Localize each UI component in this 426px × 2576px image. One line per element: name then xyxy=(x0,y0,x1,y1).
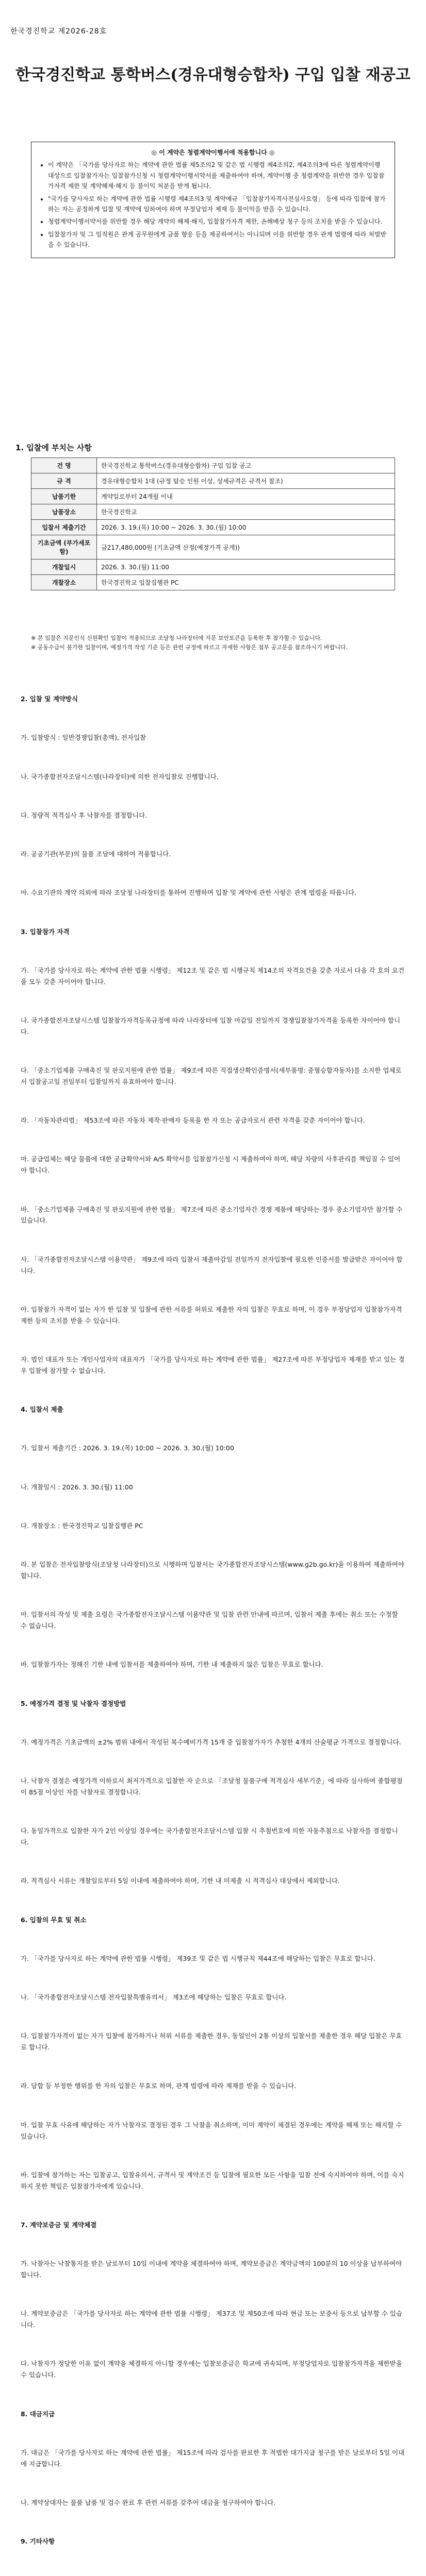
body-paragraph: 나. 계약보증금은 「국가를 당사자로 하는 계약에 관한 법률 시행령」 제37조 및 제50조에 따라 현금 또는 보증서 등으로 납부할 수 있습니다. xyxy=(21,2310,403,2329)
bid-info-table xyxy=(31,457,395,590)
body-paragraph: 나. 계약상대자는 물품 납품 및 검수 완료 후 관련 서류를 갖추어 대금을 청구하여야 합니다. xyxy=(21,2498,276,2506)
section-heading: 8. 대금지급 xyxy=(21,2410,55,2418)
body-paragraph: 가. 대금은 「국가를 당사자로 하는 계약에 관한 법률」 제15조에 따라 검사를 완료한 후 적법한 대가지급 청구를 받은 날로부터 5일 이내에 지급합니다. xyxy=(21,2448,405,2468)
body-paragraph: 라. 본 입찰은 전자입찰방식(조달청 나라장터)으로 시행하며 입찰서는 국가종합전자조달시스템(www.g2b.go.kr)을 이용하여 제출하여야 합니다. xyxy=(21,1561,404,1580)
section-heading: 9. 기타사항 xyxy=(21,2537,55,2546)
body-paragraph: 가. 「국가를 당사자로 하는 계약에 관한 법률 시행령」 제39조 및 같은 법 시행규칙 제44조에 해당하는 입찰은 무효로 합니다. xyxy=(21,1954,375,1962)
info-row xyxy=(31,535,395,560)
notice-title: ◎ 이 계약은 청렴계약이행서에 적용합니다 ◎ xyxy=(151,149,275,156)
info-key: 입찰서 제출기간 xyxy=(31,520,97,535)
body-paragraph: 라. 적격심사 서류는 개찰일로부터 5일 이내에 제출하여야 하며, 기한 내 미제출 시 적격심사 대상에서 제외합니다. xyxy=(21,1877,340,1885)
info-value: 2026. 3. 30.(월) 11:00 xyxy=(97,560,395,575)
body-paragraph: 가. 낙찰자는 낙찰통지를 받은 날로부터 10일 이내에 계약을 체결하여야 하며, 계약보증금은 계약금액의 100분의 10 이상을 납부하여야 합니다. xyxy=(21,2260,402,2279)
body-paragraph: 가. 입찰방식 : 일반경쟁입찰(총액), 전자입찰 xyxy=(21,734,146,742)
info-value: 2026. 3. 19.(목) 10:00 ~ 2026. 3. 30.(월) 10:00 xyxy=(97,520,395,535)
body-paragraph: 마. 입찰 무효 사유에 해당하는 자가 낙찰자로 결정된 경우 그 낙찰을 취소하며, 이미 계약이 체결된 경우에는 계약을 해제 또는 해지할 수 있습니다. xyxy=(21,2121,402,2140)
body-paragraph: 마. 공급업체는 해당 물품에 대한 공급확약서와 A/S 확약서를 입찰참가신청 시 제출하여야 하며, 해당 차량의 사후관리를 책임질 수 있어야 합니다. xyxy=(21,1155,401,1175)
info-row xyxy=(31,458,395,473)
body-paragraph: 다. 입찰참가자격이 없는 자가 입찰에 참가하거나 허위 서류를 제출한 경우, 동일인이 2통 이상의 입찰서를 제출한 경우 해당 입찰은 무효로 합니다. xyxy=(21,2032,402,2052)
body-paragraph: 가. 예정가격은 기초금액의 ±2% 범위 내에서 작성된 복수예비가격 15개 중 입찰참가자가 추첨한 4개의 산술평균 가격으로 결정합니다. xyxy=(21,1738,401,1746)
body-paragraph: 마. 입찰서의 작성 및 제출 요령은 국가종합전자조달시스템 이용약관 및 입찰 관련 안내에 따르며, 입찰서 제출 후에는 취소 또는 수정할 수 없습니다. xyxy=(21,1611,398,1630)
info-value: 한국경진학교 xyxy=(97,504,395,520)
info-key: 규 격 xyxy=(31,473,97,489)
integrity-notice-box xyxy=(31,142,395,258)
body-paragraph: 바. 「중소기업제품 구매촉진 및 판로지원에 관한 법률」 제7조에 따른 중소기업자간 경쟁 제품에 해당하는 경우 중소기업자만 참가할 수 있습니다. xyxy=(21,1205,403,1225)
body-paragraph: 라. 담합 등 부정한 행위를 한 자의 입찰은 무효로 하며, 관계 법령에 따라 제재를 받을 수 있습니다. xyxy=(21,2082,297,2090)
info-key: 개찰장소 xyxy=(31,575,97,590)
info-row xyxy=(31,560,395,575)
info-row xyxy=(31,489,395,504)
info-value: 금217,480,000원 (기초금액 산정(예정가격 공개)) xyxy=(97,535,395,560)
info-key: 건 명 xyxy=(31,458,97,473)
info-value: 경유대형승합차 1대 (규정 탑승 인원 이상, 상세규격은 규격서 참조) xyxy=(97,473,395,489)
document-body xyxy=(21,685,405,2576)
body-paragraph: 나. 「국가종합전자조달시스템 전자입찰특별유의서」 제3조에 해당하는 입찰은 무효로 합니다. xyxy=(21,1993,287,2001)
notice-item: • 이 계약은 「국가를 당사자로 하는 계약에 관한 법률 제5조의2 및 같은 법 시행령 제4조의2, 제4조의3에 따른 청렴계약이행 대상으로 입찰참가자는 입찰참가신청 시 청렴계약이행서약서를 제출하여야 하며, 계약이행 중 청렴계약을 위반한 경우 입찰참가자격 제한 및 계약해제·해지 등 불이익 처분을 받게 됩니다. xyxy=(48,160,387,191)
title-line-1: 한국경진학교 통학버스(경유대형승합차) 구입 입찰 재공고 xyxy=(15,66,411,84)
body-paragraph: 가. 「국가를 당사자로 하는 계약에 관한 법률 시행령」 제12조 및 같은 법 시행규칙 제14조의 자격요건을 갖춘 자로서 다음 각 호의 요건을 모두 갖춘 자이어야 합니다. xyxy=(21,966,405,986)
body-paragraph: 나. 국가종합전자조달시스템(나라장터)에 의한 전자입찰로 진행합니다. xyxy=(21,772,219,781)
info-row xyxy=(31,575,395,590)
section-heading: 2. 입찰 및 계약방식 xyxy=(21,695,78,703)
body-paragraph: 다. 동일가격으로 입찰한 자가 2인 이상일 경우에는 국가종합전자조달시스템 입찰 시 추첨번호에 의한 자동추첨으로 낙찰자를 결정합니다. xyxy=(21,1827,398,1846)
body-paragraph: 나. 국가종합전자조달시스템 입찰참가자격등록규정에 따라 나라장터에 입찰 마감일 전일까지 경쟁입찰참가자격을 등록한 자이어야 합니다. xyxy=(21,1016,400,1036)
section-heading: 6. 입찰의 무효 및 취소 xyxy=(21,1916,87,1924)
footnote: ※ 본 입찰은 지문인식 신원확인 입찰이 적용되므로 조달청 나라장터에 지문 보안토큰을 등록한 후 참가할 수 있습니다. xyxy=(31,635,322,641)
section-1-heading: 1. 입찰에 부치는 사항 xyxy=(15,443,92,452)
body-paragraph: 가. 입찰서 제출기간 : 2026. 3. 19.(목) 10:00 ~ 2026. 3. 30.(월) 10:00 xyxy=(21,1444,234,1452)
info-row xyxy=(31,473,395,489)
body-paragraph: 바. 입찰참가자는 정해진 기한 내에 입찰서를 제출하여야 하며, 기한 내 제출하지 않은 입찰은 무효로 합니다. xyxy=(21,1660,323,1669)
section-1-footnotes xyxy=(31,634,395,652)
notice-item: • 청렴계약이행서약서를 위반할 경우 해당 계약의 해제·해지, 입찰참가자격 제한, 손해배상 청구 등의 조치를 받을 수 있습니다. xyxy=(48,216,387,227)
body-paragraph: 나. 개찰일시 : 2026. 3. 30.(월) 11:00 xyxy=(21,1483,133,1491)
info-key: 납품장소 xyxy=(31,504,97,520)
notice-list xyxy=(39,160,387,250)
info-key: 납품기한 xyxy=(31,489,97,504)
body-paragraph: 나. 낙찰자 결정은 예정가격 이하로서 최저가격으로 입찰한 자 순으로 「조달청 물품구매 적격심사 세부기준」에 따라 심사하여 종합평점이 85점 이상인 자를 낙찰자로 결정합니다. xyxy=(21,1777,403,1796)
body-paragraph: 다. 「중소기업제품 구매촉진 및 판로지원에 관한 법률」 제9조에 따른 직접생산확인증명서(세부품명: 중형승합자동차)를 소지한 업체로서 입찰공고일 전일부터 입찰일까지 유효하여야 합니다. xyxy=(21,1066,402,1086)
document-title xyxy=(0,62,426,84)
body-paragraph: 사. 「국가종합전자조달시스템 이용약관」 제9조에 따라 입찰서 제출마감일 전일까지 전자입찰에 필요한 인증서를 발급받은 자이어야 합니다. xyxy=(21,1255,403,1275)
info-value: 한국경진학교 통학버스(경유대형승합차) 구입 입찰 공고 xyxy=(97,458,395,473)
notice-item: • 입찰참가자 및 그 임직원은 관계 공무원에게 금품 향응 등을 제공하여서는 아니되며 이를 위반할 경우 관계 법령에 따라 처벌받을 수 있습니다. xyxy=(48,229,387,250)
section-heading: 5. 예정가격 결정 및 낙찰자 결정방법 xyxy=(21,1699,126,1707)
notice-item: • "국가를 당사자로 하는 계약에 관한 법률 시행령 제4조의3 및 계약예규 「입찰참가자격사전심사요령」 등에 따라 입찰에 참가하는 자는 공정하게 입찰 및 계약에 임하여야 하며 부정당업자 제재 등 불이익을 받을 수 있습니다. xyxy=(48,194,387,215)
body-paragraph: 다. 정량적 적격심사 후 낙찰자를 결정합니다. xyxy=(21,811,148,819)
info-row xyxy=(31,520,395,535)
body-paragraph: 라. 공공기관(부문)의 물품 조달에 대하여 적용합니다. xyxy=(21,850,171,858)
body-paragraph: 아. 입찰참가 자격이 없는 자가 한 입찰 및 입찰에 관한 서류를 허위로 제출한 자의 입찰은 무효로 하며, 이 경우 부정당업자 입찰참가자격 제한 등의 조치를 받을 수 있습니다. xyxy=(21,1305,402,1325)
info-key: 개찰일시 xyxy=(31,560,97,575)
info-value: 한국경진학교 입찰집행관 PC xyxy=(97,575,395,590)
info-row xyxy=(31,504,395,520)
section-heading: 7. 계약보증금 및 계약체결 xyxy=(21,2221,97,2229)
footnote: ※ 공동수급이 불가한 입찰이며, 예정가격 작성 기준 등은 관련 규정에 따르고 자세한 사항은 첨부 공고문을 참조하시기 바랍니다. xyxy=(31,643,348,651)
info-value: 계약일로부터 24개월 이내 xyxy=(97,489,395,504)
body-paragraph: 다. 낙찰자가 정당한 이유 없이 계약을 체결하지 아니할 경우에는 입찰보증금은 학교에 귀속되며, 부정당업자로 입찰참가자격을 제한받을 수 있습니다. xyxy=(21,2360,402,2379)
body-paragraph: 자. 법인 대표자 또는 개인사업자의 대표자가 「국가를 당사자로 하는 계약에 관한 법률」 제27조에 따른 부정당업자 제재를 받고 있는 경우 입찰에 참가할 수 없습니다. xyxy=(21,1355,405,1375)
body-paragraph: 라. 「자동차관리법」 제53조에 따른 자동차 제작·판매자 등록을 한 자 또는 공급자로서 관련 자격을 갖춘 자이어야 합니다. xyxy=(21,1116,365,1125)
section-heading: 4. 입찰서 제출 xyxy=(21,1405,63,1413)
info-key: 기초금액 (부가세포함) xyxy=(31,535,97,560)
body-paragraph: 다. 개찰장소 : 한국경진학교 입찰집행관 PC xyxy=(21,1521,143,1530)
document-number: 한국경진학교 제2026-28호 xyxy=(10,27,107,36)
body-paragraph: 바. 입찰에 참가하는 자는 입찰공고, 입찰유의서, 규격서 및 계약조건 등 입찰에 필요한 모든 사항을 입찰 전에 숙지하여야 하며, 이를 숙지하지 못한 책임은 입찰참가자에게 있습니다. xyxy=(21,2171,404,2190)
body-paragraph: 마. 수요기관의 계약 의뢰에 따라 조달청 나라장터를 통하여 진행하며 입찰 및 계약에 관한 사항은 관계 법령을 따릅니다. xyxy=(21,889,357,897)
section-heading: 3. 입찰참가 자격 xyxy=(21,927,70,936)
